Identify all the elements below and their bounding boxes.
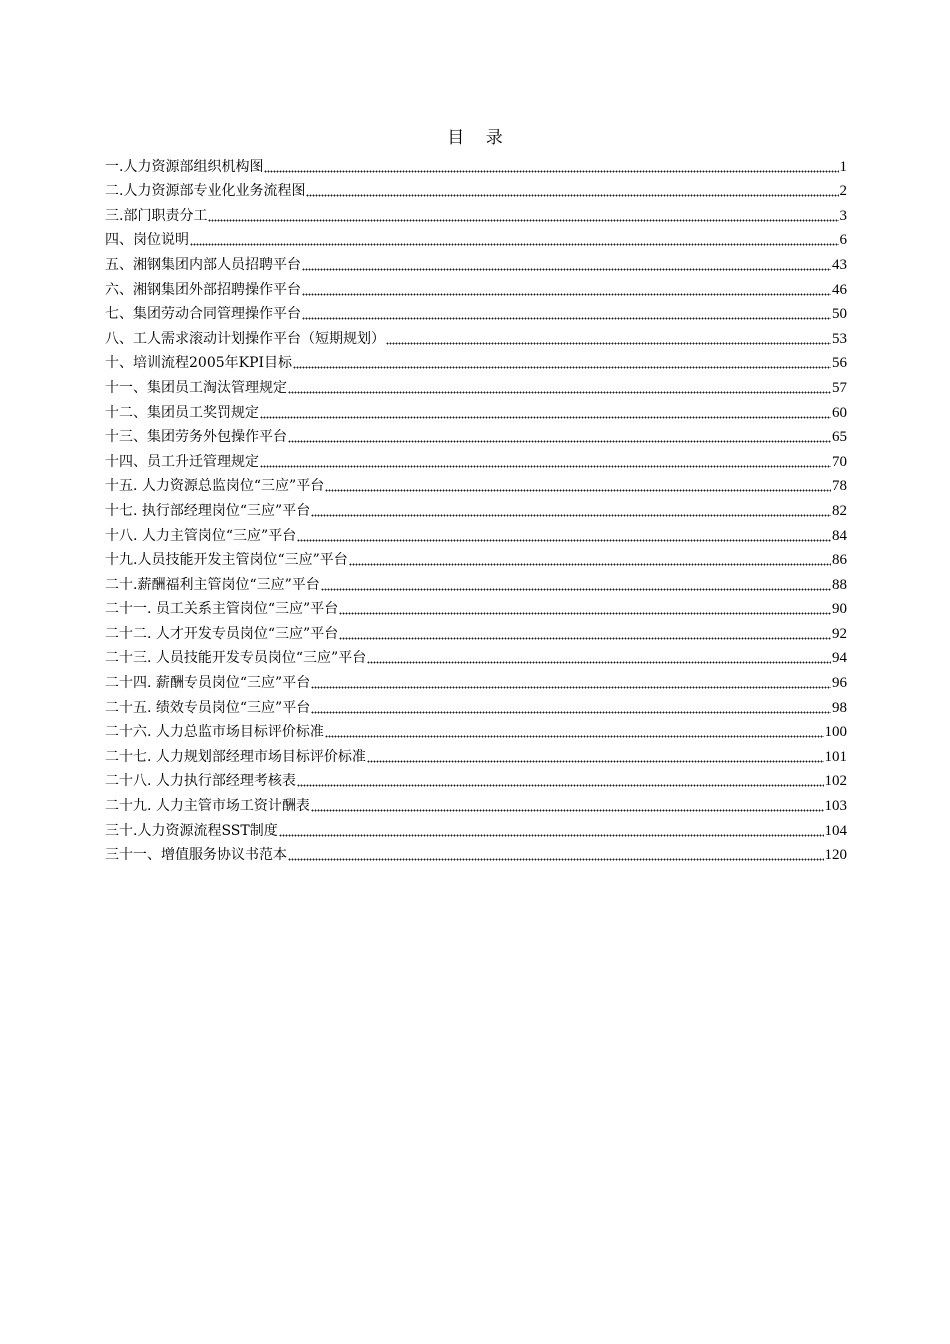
- toc-leader-dots: [288, 380, 831, 394]
- toc-entry[interactable]: [105, 422, 847, 447]
- toc-entry-page: 102: [824, 773, 847, 790]
- toc-leader-dots: [339, 626, 831, 640]
- toc-entry-label: 十九.人员技能开发主管岗位“三应”平台: [105, 552, 348, 569]
- toc-leader-dots: [306, 183, 838, 197]
- toc-entry[interactable]: [105, 495, 847, 520]
- toc-entry-label: 一.人力资源部组织机构图: [105, 158, 264, 175]
- toc-entry[interactable]: [105, 446, 847, 471]
- toc-leader-dots: [302, 282, 831, 296]
- toc-entry-label: 二十七. 人力规划部经理市场目标评价标准: [105, 748, 366, 765]
- toc-entry[interactable]: [105, 815, 847, 840]
- toc-entry[interactable]: [105, 618, 847, 643]
- toc-leader-dots: [367, 650, 831, 664]
- toc-entry[interactable]: [105, 176, 847, 201]
- toc-entry-label: 十二、集团员工奖罚规定: [105, 404, 259, 421]
- toc-entry-page: 103: [824, 798, 847, 815]
- toc-entry[interactable]: [105, 200, 847, 225]
- toc-leader-dots: [297, 528, 831, 542]
- toc-entry[interactable]: [105, 348, 847, 373]
- toc-entry-page: 86: [832, 552, 847, 569]
- toc-entry-label: 十一、集团员工淘汰管理规定: [105, 379, 287, 396]
- toc-entry-page: 82: [832, 502, 847, 519]
- toc-entry-page: 6: [839, 232, 847, 249]
- toc-leader-dots: [339, 601, 831, 615]
- toc-entry-page: 43: [832, 256, 847, 273]
- toc-leader-dots: [325, 724, 824, 738]
- toc-entry-page: 92: [832, 625, 847, 642]
- toc-leader-dots: [190, 232, 839, 246]
- toc-entry-label: 二十五. 绩效专员岗位“三应”平台: [105, 699, 311, 716]
- toc-entry[interactable]: [105, 717, 847, 742]
- toc-entry-label: 四、岗位说明: [105, 232, 189, 249]
- toc-leader-dots: [279, 823, 824, 837]
- toc-entry-page: 1: [839, 158, 847, 175]
- toc-entry[interactable]: [105, 372, 847, 397]
- toc-leader-dots: [302, 306, 831, 320]
- toc-entry-label: 十三、集团劳务外包操作平台: [105, 429, 287, 446]
- toc-entry-page: 104: [824, 822, 847, 839]
- toc-leader-dots: [311, 675, 831, 689]
- toc-leader-dots: [349, 552, 831, 566]
- toc-leader-dots: [321, 577, 831, 591]
- toc-entry-label: 七、集团劳动合同管理操作平台: [105, 306, 301, 323]
- toc-entry-label: 二十八. 人力执行部经理考核表: [105, 773, 296, 790]
- toc-leader-dots: [208, 208, 838, 222]
- toc-entry-label: 二十四. 薪酬专员岗位“三应”平台: [105, 675, 311, 692]
- toc-leader-dots: [367, 749, 824, 763]
- toc-entry-label: 二十.薪酬福利主管岗位“三应”平台: [105, 576, 320, 593]
- toc-entry-page: 94: [832, 650, 847, 667]
- toc-title: 目 录: [447, 128, 511, 148]
- toc-entry-label: 十八. 人力主管岗位“三应”平台: [105, 527, 297, 544]
- toc-leader-dots: [293, 355, 831, 369]
- toc-entry[interactable]: [105, 594, 847, 619]
- toc-entry[interactable]: [105, 667, 847, 692]
- toc-list: [105, 151, 847, 864]
- toc-entry-page: 98: [832, 699, 847, 716]
- toc-entry-page: 70: [832, 453, 847, 470]
- toc-entry-label: 三.部门职责分工: [105, 207, 208, 224]
- toc-entry-label: 二十九. 人力主管市场工资计酬表: [105, 798, 310, 815]
- toc-entry-page: 56: [832, 355, 847, 372]
- toc-leader-dots: [302, 257, 831, 271]
- toc-leader-dots: [288, 847, 824, 861]
- toc-entry-page: 120: [824, 847, 847, 864]
- toc-entry-page: 78: [832, 478, 847, 495]
- toc-entry-page: 100: [824, 724, 847, 741]
- toc-entry-label: 二.人力资源部专业化业务流程图: [105, 183, 306, 200]
- toc-entry-page: 88: [832, 576, 847, 593]
- toc-entry-label: 十、培训流程2005年KPI目标: [105, 355, 293, 372]
- toc-entry[interactable]: [105, 323, 847, 348]
- toc-entry-page: 65: [832, 429, 847, 446]
- toc-entry-label: 八、工人需求滚动计划操作平台（短期规划）: [105, 330, 385, 347]
- toc-entry[interactable]: [105, 692, 847, 717]
- toc-entry-page: 60: [832, 404, 847, 421]
- toc-entry-label: 三十.人力资源流程SST制度: [105, 822, 278, 839]
- toc-entry-label: 三十一、增值服务协议书范本: [105, 847, 287, 864]
- toc-entry-page: 96: [832, 675, 847, 692]
- toc-entry-page: 46: [832, 281, 847, 298]
- toc-leader-dots: [264, 159, 838, 173]
- toc-leader-dots: [288, 429, 831, 443]
- toc-entry[interactable]: [105, 397, 847, 422]
- toc-entry[interactable]: [105, 569, 847, 594]
- toc-entry-label: 二十一. 员工关系主管岗位“三应”平台: [105, 601, 339, 618]
- toc-entry-label: 十五. 人力资源总监岗位“三应”平台: [105, 478, 325, 495]
- toc-entry[interactable]: [105, 520, 847, 545]
- toc-entry[interactable]: [105, 274, 847, 299]
- toc-entry[interactable]: [105, 471, 847, 496]
- toc-entry-page: 2: [839, 183, 847, 200]
- toc-leader-dots: [297, 773, 824, 787]
- toc-leader-dots: [260, 405, 831, 419]
- toc-entry-label: 五、湘钢集团内部人员招聘平台: [105, 256, 301, 273]
- toc-leader-dots: [311, 503, 831, 517]
- toc-entry[interactable]: [105, 299, 847, 324]
- toc-leader-dots: [325, 478, 831, 492]
- toc-entry-label: 二十六. 人力总监市场目标评价标准: [105, 724, 324, 741]
- toc-leader-dots: [260, 454, 831, 468]
- toc-entry-page: 50: [832, 306, 847, 323]
- toc-entry[interactable]: [105, 151, 847, 176]
- toc-entry[interactable]: [105, 249, 847, 274]
- toc-entry-label: 六、湘钢集团外部招聘操作平台: [105, 281, 301, 298]
- toc-leader-dots: [386, 331, 831, 345]
- toc-entry[interactable]: [105, 741, 847, 766]
- toc-entry-label: 二十三. 人员技能开发专员岗位“三应”平台: [105, 650, 367, 667]
- toc-entry-page: 90: [832, 601, 847, 618]
- toc-entry[interactable]: [105, 225, 847, 250]
- toc-entry-page: 3: [839, 207, 847, 224]
- toc-entry-label: 十七. 执行部经理岗位“三应”平台: [105, 502, 311, 519]
- toc-entry-page: 57: [832, 379, 847, 396]
- toc-entry[interactable]: [105, 766, 847, 791]
- toc-entry-page: 53: [832, 330, 847, 347]
- toc-leader-dots: [311, 700, 831, 714]
- toc-entry-label: 十四、员工升迁管理规定: [105, 453, 259, 470]
- toc-entry[interactable]: [105, 790, 847, 815]
- toc-entry-label: 二十二. 人才开发专员岗位“三应”平台: [105, 625, 339, 642]
- toc-entry[interactable]: [105, 545, 847, 570]
- toc-entry[interactable]: [105, 643, 847, 668]
- toc-entry[interactable]: [105, 840, 847, 865]
- toc-entry-page: 101: [824, 748, 847, 765]
- toc-leader-dots: [311, 798, 824, 812]
- toc-entry-page: 84: [832, 527, 847, 544]
